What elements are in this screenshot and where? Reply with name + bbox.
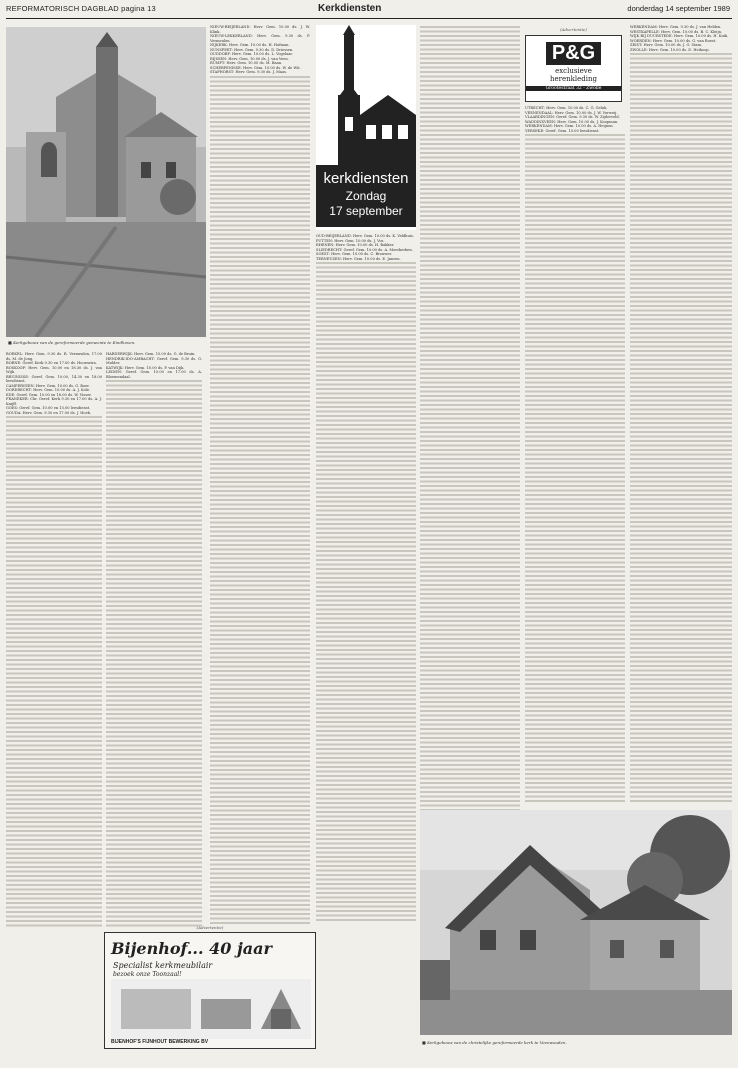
section-title: Kerkdiensten: [318, 3, 382, 14]
ad-box: [525, 35, 622, 102]
photo-caption-veenwouden: ■ Kerkgebouw van de christelijke gereformeerde kerk te Veenwouden.: [422, 1040, 567, 1045]
column-3-entry: SLIEDRECHT: Geref. Gem. 10.00 ds. A. Moerkerken.: [316, 247, 413, 252]
column-1-entry: GOES: Geref. Gem. 10.00 en 15.00 leesdienst.: [6, 406, 91, 410]
column-3-filler: [316, 261, 416, 921]
title-date: 17 september: [329, 204, 403, 218]
column-5-entry: ZEIST: Herv. Gem. 10.00 ds. J. G. Stam.: [630, 43, 703, 47]
column-4-filler: [525, 133, 625, 803]
column-5-entry: WIJK BIJ DUURSTEDE: Herv. Gem. 10.00 ds. H. Kuik.: [630, 34, 729, 38]
column-4-entry: WERKENDAM: Herv. Gem. 10.00 ds. A. Heijnen.: [525, 124, 614, 128]
column-3-entry: SOEST: Herv. Gem. 10.00 ds. C. Brouwer.: [316, 252, 392, 256]
column-2-entry: NIEUW-LEKKERLAND: Herv. Gem. 9.30 ds. P. Vermeulen.: [210, 34, 310, 43]
church-spire-icon: [316, 25, 416, 165]
column-5-entry: WOERDEN: Herv. Gem. 10.00 ds. G. van Roest.: [630, 38, 717, 43]
ad-tag: bezoek onze Toonzaal!: [113, 971, 182, 978]
column-2-entry: NIEUW-BEIJERLAND: Herv. Gem. 10.00 ds. J. W. Klink.: [210, 25, 310, 34]
column-1-entry: BRUINISSE: Geref. Gem. 10.00, 14.30 en 18.00 leesdienst.: [6, 374, 102, 383]
column-2-entry: STAPHORST: Herv. Gem. 9.30 ds. J. Maas.: [210, 70, 288, 74]
column-5-entry: WERKENDAM: Herv. Gem. 9.30 ds. J. van Helden.: [630, 25, 722, 29]
ad-label: (Advertentie): [560, 27, 587, 32]
column-3-entry: PUTTEN: Herv. Gem. 10.00 ds. J. Vos.: [316, 238, 385, 243]
title-kerkdiensten: kerkdiensten: [323, 170, 409, 187]
column-1-entry: FRANEKER: Chr. Geref. Kerk 9.30 en 17.00 ds. A. J. Knijff.: [6, 397, 102, 406]
column-5-filler: [630, 52, 732, 802]
caption-icon: ■: [8, 340, 12, 345]
column-3-entry: RHENEN: Herv. Gem. 10.00 ds. H. Bakker.: [316, 243, 395, 247]
photo-caption-eindhoven: ■ Kerkgebouw van de gereformeerde gemeente te Eindhoven.: [8, 340, 136, 345]
column-2-entry: NUNSPEET: Herv. Gem. 9.30 ds. D. Driessen.: [210, 47, 294, 52]
column-3-top: [420, 25, 520, 925]
ad-sub2: herenkleding: [550, 75, 597, 83]
ad-sub: Specialist kerkmeubilair: [113, 961, 213, 970]
column-5-entry: WESTKAPELLE: Herv. Gem. 10.00 ds. B. C. Kleijn.: [630, 29, 723, 34]
column-1-entry: GOUDA: Herv. Gem. 9.30 en 17.00 ds. J. Hoek.: [6, 410, 92, 415]
column-1b-lower: [106, 352, 202, 927]
column-1b-entry: LEIDEN: Geref. Gem. 10.00 en 17.00 ds. A. Bloemendaal.: [106, 370, 202, 379]
page-header: [0, 0, 738, 20]
column-2-entry: SCHERPENISSE: Herv. Gem. 10.00 ds. W. de Wit.: [210, 65, 301, 70]
column-4-entry: YERSEKE: Geref. Gem. 10.00 leesdienst.: [525, 128, 600, 133]
publication-name: REFORMATORISCH DAGBLAD pagina 13: [6, 4, 156, 13]
column-2-entry: RUMPT: Herv. Gem. 10.00 ds. M. Baan.: [210, 61, 283, 65]
ad-label: (Advertentie): [196, 925, 224, 930]
column-1b-entry: HARDERWIJK: Herv. Gem. 10.00 ds. G. de Bruin.: [106, 352, 196, 356]
column-4: [525, 106, 625, 806]
ad-footer: BIJENHOF'S FIJNHOUT BEWERKING BV: [111, 1039, 209, 1045]
column-3-entry: TERNEUZEN: Herv. Gem. 10.00 ds. E. Jansen.: [316, 256, 401, 261]
column-2: [210, 25, 310, 925]
veenwouden-church-illustration: [420, 810, 732, 1035]
column-4-entry: WADDINXVEEN: Herv. Gem. 10.00 ds. J. Koopman.: [525, 119, 619, 124]
column-4-entry: VEENENDAAL: Herv. Gem. 10.00 ds. J. W. Verweij.: [525, 110, 618, 115]
column-4-entry: UTRECHT: Herv. Gem. 10.00 ds. C. G. Geluk.: [525, 106, 608, 110]
ad-address: Grootestraat 32 - Zwolle: [526, 86, 621, 91]
header-rule: [6, 18, 732, 19]
ad-headline: Bijenhof... 40 jaar: [111, 939, 272, 958]
church-photo-eindhoven: [6, 27, 206, 337]
column-1b-filler: [106, 379, 202, 927]
caption-icon: ■: [422, 1040, 426, 1045]
column-2-filler: [210, 75, 310, 926]
column-4-entry: VLAARDINGEN: Geref. Gem. 9.30 ds. W. Zijderveld.: [525, 115, 620, 119]
kerkdiensten-title-box: [316, 25, 416, 230]
column-3: [316, 234, 416, 924]
church-photo-veenwouden: [420, 810, 732, 1035]
church-furniture-illustration: [111, 979, 311, 1039]
column-2-entry: RIJSSEN: Herv. Gem. 10.00 ds. J. van Veen.: [210, 56, 289, 61]
column-1-entry: EDE: Geref. Gem. 10.00 en 18.00 ds. W. Visser.: [6, 392, 92, 397]
column-1-entry: BORNE: Geref. Kerk 9.30 en 17.00 ds. Hoornstra.: [6, 361, 97, 365]
ad-brand: P&G: [546, 42, 601, 65]
column-1-entry: BOSKOOP: Herv. Gem. 10.00 en 18.30 ds. J. van Wijk.: [6, 365, 102, 374]
column-3-entry: OUD-BEIJERLAND: Herv. Gem. 10.00 ds. K. Veldhuis.: [316, 234, 414, 238]
column-1-entry: BOEKEL: Herv. Gem. 9.30 ds. R. Vermeulen, 17.00 ds. M. de Jong.: [6, 352, 102, 361]
column-1b-entry: HENDRIK-IDO-AMBACHT: Geref. Gem. 9.30 ds. G. Mulder.: [106, 356, 202, 365]
column-1-lower: [6, 352, 102, 927]
publication-date: donderdag 14 september 1989: [627, 4, 730, 13]
column-2-entry: NIJKERK: Herv. Gem. 10.00 ds. H. Hofman.: [210, 43, 290, 47]
column-5-entry: ZWOLLE: Herv. Gem. 10.00 ds. D. Heikoop.: [630, 47, 710, 52]
column-1-entry: CAMPERVEEN: Herv. Gem. 10.00 ds. G. Boer.: [6, 383, 90, 388]
column-1-filler: [6, 415, 102, 927]
title-day: Zondag: [345, 189, 387, 203]
column-1b-entry: KATWIJK: Herv. Gem. 10.00 ds. P. van Dijk.: [106, 365, 185, 370]
pg-advertisement: [525, 27, 622, 102]
column-3-top-filler: [420, 25, 520, 925]
column-1-entry: DORDRECHT: Herv. Gem. 10.00 ds. A. J. Kole.: [6, 388, 91, 392]
column-2-entry: OUDDORP: Herv. Gem. 10.00 ds. L. Vogelaar.: [210, 52, 293, 56]
title-band: [316, 165, 416, 227]
church-photo-illustration: [6, 27, 206, 337]
ad-sub1: exclusieve: [555, 67, 592, 75]
bijenhof-advertisement: [104, 925, 316, 1049]
column-5: [630, 25, 732, 805]
